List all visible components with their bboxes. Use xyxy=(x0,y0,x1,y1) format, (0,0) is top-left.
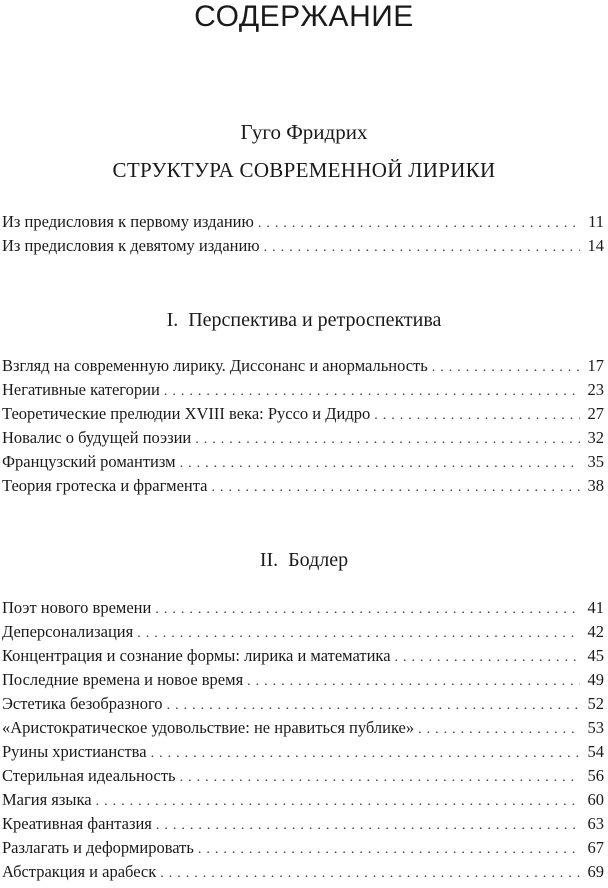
toc-leader-dots xyxy=(195,428,580,450)
toc-leader-dots xyxy=(180,766,580,788)
section-2-list xyxy=(2,596,604,884)
toc-entry-page: 23 xyxy=(587,380,604,399)
toc-entry[interactable] xyxy=(2,692,604,716)
toc-entry-label: Из предисловия к девятому изданию xyxy=(2,236,260,255)
toc-leader-dots xyxy=(96,790,580,812)
toc-entry-label: Поэт нового времени xyxy=(2,598,152,617)
toc-entry-page: 11 xyxy=(588,212,604,231)
toc-entry-page: 45 xyxy=(587,646,604,665)
section-heading-2: II. Бодлер xyxy=(259,549,349,571)
toc-entry-page: 35 xyxy=(587,452,604,471)
toc-leader-dots xyxy=(156,814,580,836)
toc-entry-page: 60 xyxy=(587,790,604,809)
toc-entry-label: Креативная фантазия xyxy=(2,814,152,833)
toc-entry[interactable] xyxy=(2,788,604,812)
toc-leader-dots xyxy=(247,670,580,692)
toc-entry[interactable] xyxy=(2,740,604,764)
toc-leader-dots xyxy=(211,476,580,498)
toc-leader-dots xyxy=(167,694,580,716)
toc-entry-page: 14 xyxy=(587,236,604,255)
toc-entry-label: Руины христианства xyxy=(2,742,147,761)
toc-entry-page: 27 xyxy=(587,404,604,423)
book-title: СТРУКТУРА СОВРЕМЕННОЙ ЛИРИКИ xyxy=(112,158,496,182)
toc-leader-dots xyxy=(395,646,580,668)
author-name: Гуго Фридрих xyxy=(240,120,368,144)
front-matter-list xyxy=(2,210,604,258)
toc-entry-label: Теоретические прелюдии XVIII века: Руссо и Дидро xyxy=(2,404,371,423)
toc-entry-label: Магия языка xyxy=(2,790,92,809)
toc-leader-dots xyxy=(137,622,580,644)
toc-entry-label: Стерильная идеальность xyxy=(2,766,176,785)
toc-entry-page: 56 xyxy=(587,766,604,785)
toc-leader-dots xyxy=(432,356,580,378)
toc-entry-page: 54 xyxy=(587,742,604,761)
toc-entry-label: Из предисловия к первому изданию xyxy=(2,212,254,231)
toc-leader-dots xyxy=(180,452,580,474)
toc-entry-page: 17 xyxy=(587,356,604,375)
toc-entry-label: Эстетика безобразного xyxy=(2,694,163,713)
toc-leader-dots xyxy=(418,718,580,740)
toc-entry-label: Теория гротеска и фрагмента xyxy=(2,476,208,495)
toc-entry-page: 41 xyxy=(587,598,604,617)
toc-leader-dots xyxy=(155,598,580,620)
toc-entry[interactable] xyxy=(2,210,604,234)
page-title: СОДЕРЖАНИЕ xyxy=(194,0,414,33)
toc-leader-dots xyxy=(151,742,580,764)
toc-entry[interactable] xyxy=(2,716,604,740)
toc-entry-page: 67 xyxy=(587,838,604,857)
toc-entry-page: 32 xyxy=(587,428,604,447)
toc-entry[interactable] xyxy=(2,596,604,620)
toc-entry-label: Взгляд на современную лирику. Диссонанс и анормальность xyxy=(2,356,428,375)
toc-leader-dots xyxy=(264,236,580,258)
toc-entry-label: Концентрация и сознание формы: лирика и математика xyxy=(2,646,391,665)
toc-entry[interactable] xyxy=(2,620,604,644)
toc-entry-label: Новалис о будущей поэзии xyxy=(2,428,192,447)
section-heading-1: I. Перспектива и ретроспектива xyxy=(166,309,442,331)
toc-entry-page: 49 xyxy=(587,670,604,689)
toc-entry-label: Деперсонализация xyxy=(2,622,134,641)
toc-entry[interactable] xyxy=(2,450,604,474)
section-1-list xyxy=(2,354,604,498)
toc-leader-dots xyxy=(198,838,580,860)
toc-entry[interactable] xyxy=(2,426,604,450)
toc-entry[interactable] xyxy=(2,234,604,258)
toc-entry[interactable] xyxy=(2,764,604,788)
toc-entry[interactable] xyxy=(2,378,604,402)
toc-entry[interactable] xyxy=(2,860,604,884)
toc-leader-dots xyxy=(164,380,580,402)
toc-entry[interactable] xyxy=(2,836,604,860)
toc-leader-dots xyxy=(160,862,580,884)
toc-entry[interactable] xyxy=(2,474,604,498)
toc-entry-page: 52 xyxy=(587,694,604,713)
toc-entry-label: Французский романтизм xyxy=(2,452,176,471)
toc-entry-label: Негативные категории xyxy=(2,380,160,399)
toc-entry[interactable] xyxy=(2,644,604,668)
toc-entry[interactable] xyxy=(2,812,604,836)
toc-leader-dots xyxy=(374,404,580,426)
toc-entry[interactable] xyxy=(2,354,604,378)
toc-entry[interactable] xyxy=(2,668,604,692)
toc-entry-page: 53 xyxy=(587,718,604,737)
toc-leader-dots xyxy=(258,212,580,234)
toc-entry-page: 63 xyxy=(587,814,604,833)
toc-entry-page: 42 xyxy=(587,622,604,641)
toc-entry[interactable] xyxy=(2,402,604,426)
toc-entry-page: 38 xyxy=(587,476,604,495)
toc-entry-label: Абстракция и арабеск xyxy=(2,862,157,881)
toc-entry-page: 69 xyxy=(587,862,604,881)
toc-entry-label: Разлагать и деформировать xyxy=(2,838,194,857)
toc-entry-label: «Аристократическое удовольствие: не нравиться публике» xyxy=(2,718,415,737)
toc-entry-label: Последние времена и новое время xyxy=(2,670,244,689)
